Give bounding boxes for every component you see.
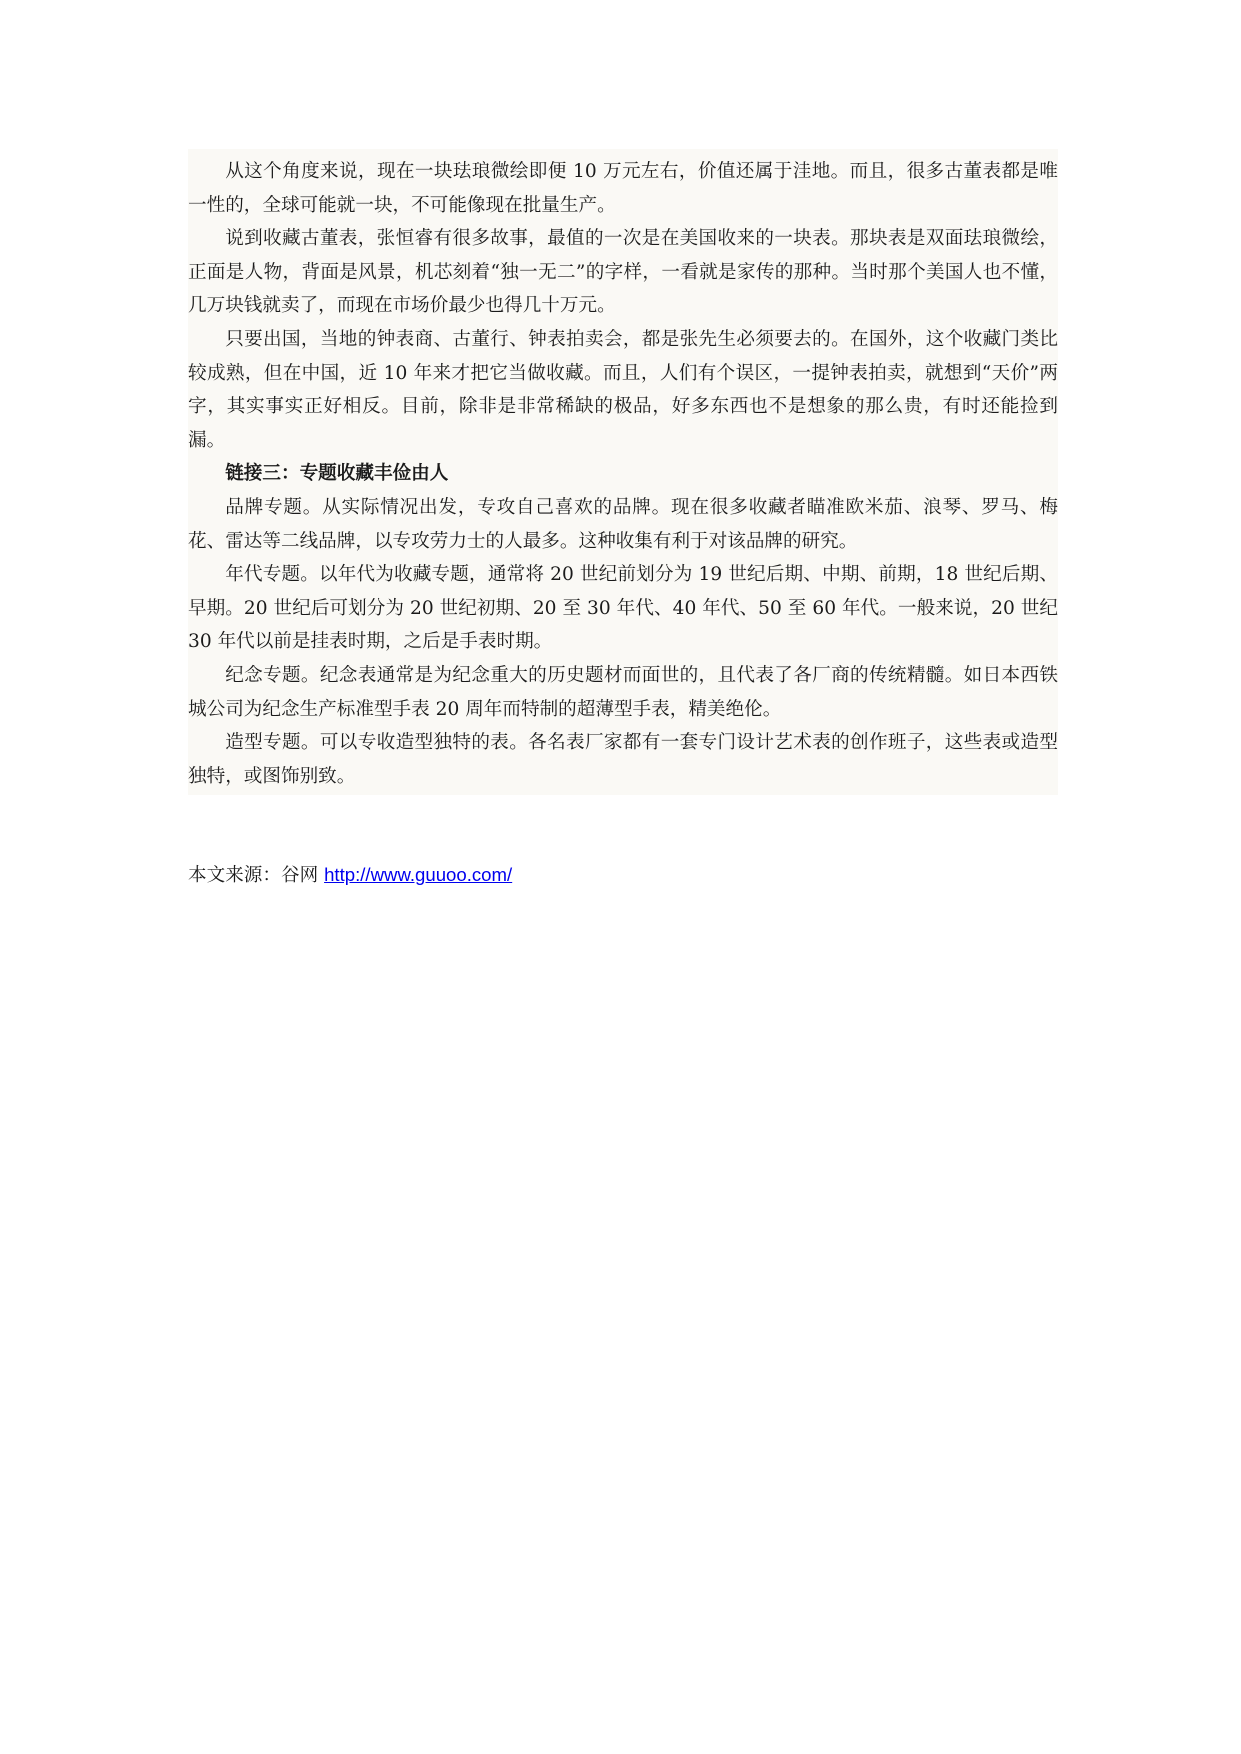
paragraph: 说到收藏古董表，张恒睿有很多故事，最值的一次是在美国收来的一块表。那块表是双面珐琅微绘，正面是人物，背面是风景，机芯刻着“独一无二”的字样，一看就是家传的那种。当时那个美国人也不懂，几万块钱就卖了，而现在市场价最少也得几十万元。 xyxy=(188,228,1058,317)
paragraph: 年代专题。以年代为收藏专题，通常将 20 世纪前划分为 19 世纪后期、中期、前期，18 世纪后期、早期。20 世纪后可划分为 20 世纪初期、20 至 30 年代、40 年代、50 至 60 年代。一般来说，20 世纪 30 年代以前是挂表时期，之后是手表时期。 xyxy=(188,564,1058,653)
source-label: 本文来源：谷网 xyxy=(188,865,325,886)
source-line xyxy=(188,860,512,891)
paragraph: 从这个角度来说，现在一块珐琅微绘即便 10 万元左右，价值还属于洼地。而且，很多古董表都是唯一性的，全球可能就一块，不可能像现在批量生产。 xyxy=(188,161,1058,216)
source-link[interactable]: http://www.guuoo.com/ xyxy=(324,864,513,885)
section-heading: 链接三：专题收藏丰俭由人 xyxy=(225,463,449,485)
paragraph: 纪念专题。纪念表通常是为纪念重大的历史题材而面世的，且代表了各厂商的传统精髓。如日本西铁城公司为纪念生产标准型手表 20 周年而特制的超薄型手表，精美绝伦。 xyxy=(188,664,1058,720)
paragraph: 品牌专题。从实际情况出发，专攻自己喜欢的品牌。现在很多收藏者瞄准欧米茄、浪琴、罗马、梅花、雷达等二线品牌，以专攻劳力士的人最多。这种收集有利于对该品牌的研究。 xyxy=(188,496,1058,552)
paragraph: 只要出国，当地的钟表商、古董行、钟表拍卖会，都是张先生必须要去的。在国外，这个收藏门类比较成熟，但在中国，近 10 年来才把它当做收藏。而且，人们有个误区，一提钟表拍卖，就想到“天价”两字，其实事实正好相反。目前，除非是非常稀缺的极品，好多东西也不是想象的那么贵，有时还能捡到漏。 xyxy=(188,328,1058,451)
article-body xyxy=(188,149,1058,795)
paragraph: 造型专题。可以专收造型独特的表。各名表厂家都有一套专门设计艺术表的创作班子，这些表或造型独特，或图饰别致。 xyxy=(188,732,1058,787)
